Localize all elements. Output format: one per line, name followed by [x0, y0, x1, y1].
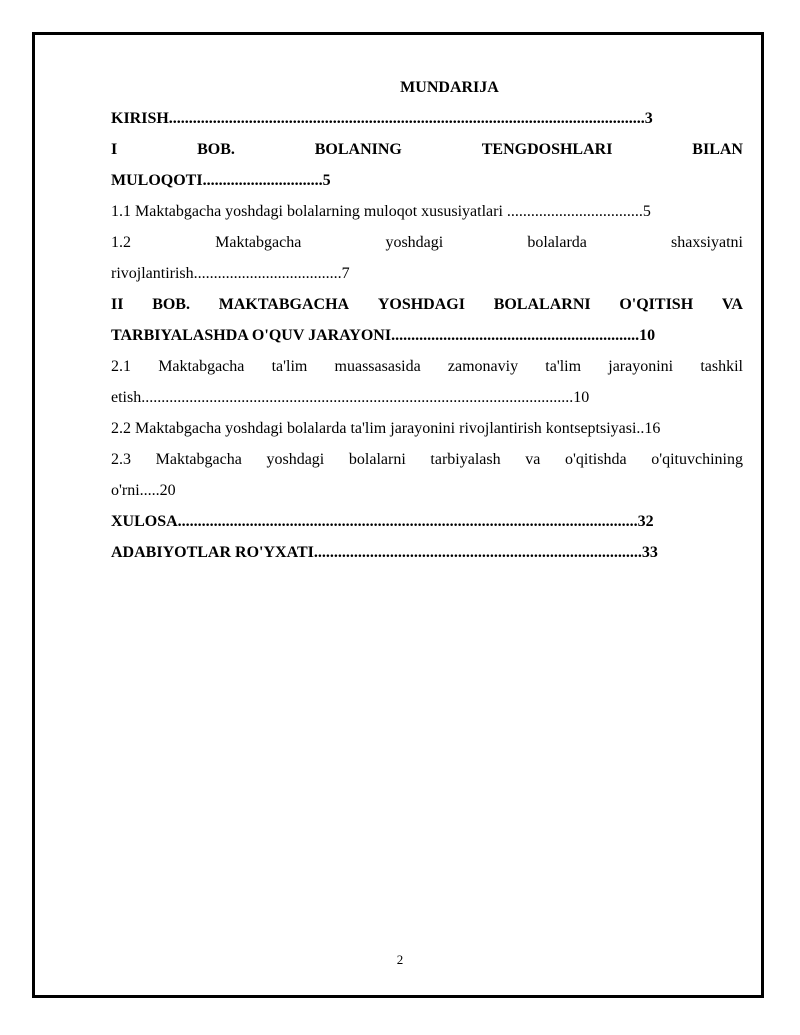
toc-word: Maktabgacha — [215, 234, 302, 251]
toc-word: BOLANING — [314, 141, 402, 158]
toc-word: ta'lim — [271, 358, 308, 375]
toc-entry-adabiyotlar: ADABIYOTLAR RO'YXATI..................................................................................33 — [111, 544, 658, 561]
toc-word: yoshdagi — [385, 234, 444, 251]
toc-entry-bob2-line1 — [111, 289, 743, 320]
toc-word: I — [111, 141, 118, 158]
toc-word: II — [111, 296, 124, 313]
toc-word: 1.2 — [111, 234, 131, 251]
toc-word: BOB. — [197, 141, 235, 158]
toc-entry-bob1-line1 — [111, 134, 743, 165]
toc-entry-2-2: 2.2 Maktabgacha yoshdagi bolalarda ta'lim jarayonini rivojlantirish kontseptsiyasi..16 — [111, 420, 661, 437]
toc-word: BOB. — [152, 296, 190, 313]
toc-word: TENGDOSHLARI — [481, 141, 613, 158]
toc-entry-bob1-line2: MULOQOTI..............................5 — [111, 172, 331, 189]
toc-title: MUNDARIJA — [400, 79, 499, 96]
toc-word: 2.1 — [111, 358, 131, 375]
toc-entry-xulosa: XULOSA...................................................................................................................32 — [111, 513, 654, 530]
toc-word: BOLALARNI — [493, 296, 591, 313]
table-of-contents — [111, 72, 743, 568]
toc-word: 2.3 — [111, 451, 131, 468]
toc-word: BILAN — [692, 141, 743, 158]
toc-word: tashkil — [700, 358, 743, 375]
toc-entry-1-1: 1.1 Maktabgacha yoshdagi bolalarning muloqot xususiyatlari ..................................5 — [111, 203, 651, 220]
toc-entry-1-2-line1 — [111, 227, 743, 258]
toc-word: o'qitishda — [565, 451, 627, 468]
toc-entry-2-1-line1 — [111, 351, 743, 382]
toc-word: va — [525, 451, 541, 468]
toc-word: O'QITISH — [619, 296, 694, 313]
toc-entry-1-2-line2: rivojlantirish.....................................7 — [111, 265, 350, 282]
toc-word: tarbiyalash — [430, 451, 501, 468]
toc-word: muassasasida — [334, 358, 421, 375]
toc-word: ta'lim — [545, 358, 582, 375]
toc-word: MAKTABGACHA — [218, 296, 350, 313]
toc-word: yoshdagi — [266, 451, 325, 468]
toc-word: jarayonini — [608, 358, 674, 375]
toc-entry-2-3-line1 — [111, 444, 743, 475]
toc-entry-bob2-line2: TARBIYALASHDA O'QUV JARAYONI..............................................................10 — [111, 327, 656, 344]
toc-word: shaxsiyatni — [671, 234, 743, 251]
toc-word: bolalarni — [348, 451, 406, 468]
page-number: 2 — [396, 952, 404, 967]
toc-word: VA — [721, 296, 743, 313]
toc-word: YOSHDAGI — [377, 296, 465, 313]
toc-word: Maktabgacha — [158, 358, 245, 375]
toc-word: bolalarda — [527, 234, 587, 251]
toc-word: zamonaviy — [447, 358, 519, 375]
toc-entry-kirish: KIRISH.......................................................................................................................3 — [111, 110, 653, 127]
toc-entry-2-3-line2: o'rni.....20 — [111, 482, 176, 499]
toc-entry-2-1-line2: etish............................................................................................................10 — [111, 389, 590, 406]
toc-word: o'qituvchining — [651, 451, 743, 468]
toc-word: Maktabgacha — [155, 451, 242, 468]
